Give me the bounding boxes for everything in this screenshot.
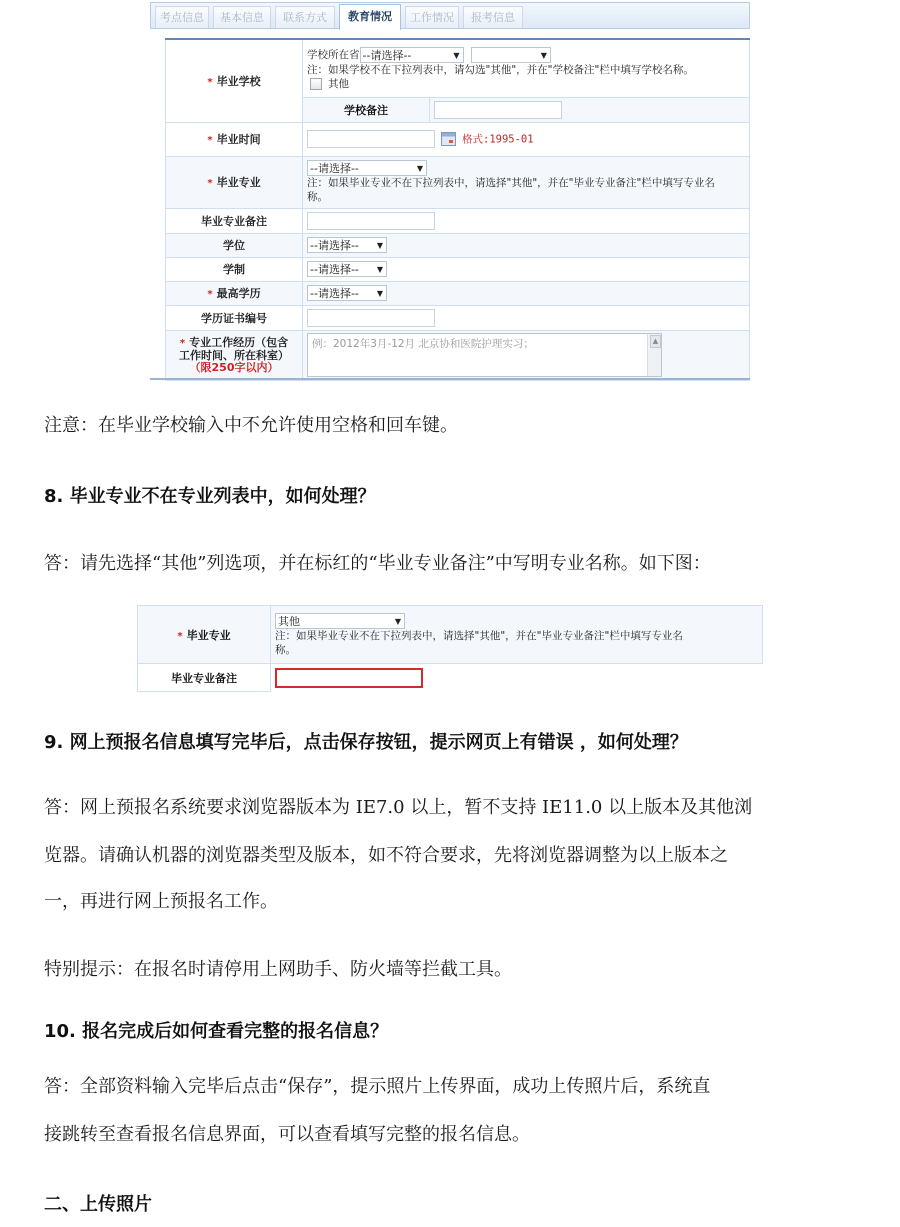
required-mark: *: [207, 76, 213, 88]
school-input-note: 注意：在毕业学校输入中不允许使用空格和回车键。: [44, 415, 458, 436]
major-note: 注：如果毕业专业不在下拉列表中，请选择"其他"，并在"毕业专业备注"栏中填写专业名: [275, 629, 683, 642]
screenshot-edge: [150, 378, 750, 383]
question-10-answer-line2: 接跳转至查看报名信息界面，可以查看填写完整的报名信息。: [44, 1124, 530, 1145]
required-mark: *: [177, 630, 183, 642]
education-form-screenshot: [150, 0, 750, 381]
calendar-icon[interactable]: [441, 132, 456, 146]
grad-time-input[interactable]: [307, 130, 435, 148]
work-exp-textarea[interactable]: [307, 333, 662, 377]
grad-time-label-cell: [166, 122, 303, 156]
highest-edu-cell: [303, 281, 750, 305]
question-8-answer: 答：请先选择“其他”列选项，并在标红的“毕业专业备注”中写明专业名称。如下图：: [44, 553, 711, 574]
major-select-value: --请选择--: [310, 162, 359, 175]
province-select-value: --请选择--: [362, 49, 412, 63]
major-select[interactable]: [307, 160, 427, 176]
required-mark: *: [207, 178, 213, 189]
question-8-title: 8. 毕业专业不在专业列表中，如何处理？: [44, 486, 376, 507]
major-remark-cell: [271, 664, 763, 692]
highest-edu-select[interactable]: [307, 285, 387, 301]
major-cell: [271, 606, 763, 664]
chevron-down-icon: ▼: [394, 616, 401, 626]
cert-no-cell: [303, 305, 750, 330]
chevron-down-icon: ▼: [540, 51, 547, 61]
required-mark: *: [207, 135, 213, 146]
education-form-table: [165, 38, 750, 381]
question-9-answer-line2: 览器。请确认机器的浏览器类型及版本，如不符合要求，先将浏览器调整为以上版本之: [44, 845, 728, 866]
major-select[interactable]: [275, 613, 405, 629]
highest-edu-label-cell: [166, 281, 303, 305]
other-checkbox-label: 其他: [328, 78, 349, 91]
school-note: 注：如果学校不在下拉列表中，请勾选"其他"，并在"学校备注"栏中填写学校名称。: [307, 64, 694, 77]
major-remark-input[interactable]: [307, 212, 435, 230]
tab-work[interactable]: 工作情况: [405, 6, 459, 28]
school-label-cell: [166, 39, 303, 122]
schooling-cell: [303, 257, 750, 281]
question-9-title: 9. 网上预报名信息填写完毕后，点击保存按钮，提示网页上有错误 ，如何处理？: [44, 732, 688, 753]
major-note-cont: 称。: [307, 191, 328, 203]
chevron-down-icon: ▼: [376, 289, 383, 298]
major-form-table: [137, 605, 763, 692]
major-label-cell: [138, 606, 271, 664]
scrollbar[interactable]: [647, 334, 661, 376]
tab-application[interactable]: 报考信息: [463, 6, 523, 28]
chevron-down-icon: ▼: [453, 51, 460, 61]
major-cell: [303, 156, 750, 208]
work-exp-label-cont: 工作时间、所在科室）: [179, 348, 289, 362]
degree-label: 学位: [166, 233, 303, 257]
major-label-cell: [166, 156, 303, 208]
school-label: 毕业学校: [216, 74, 261, 88]
format-hint: 格式:1995-01: [462, 133, 534, 146]
school-select[interactable]: [471, 47, 551, 63]
major-remark-input-highlighted[interactable]: [275, 668, 423, 688]
major-note-cont: 称。: [275, 643, 296, 656]
tab-education[interactable]: 教育情况: [339, 4, 401, 30]
major-label: 毕业专业: [216, 176, 261, 189]
work-exp-limit: （限250字以内）: [189, 360, 279, 374]
province-label: 学校所在省: [307, 49, 360, 62]
schooling-label: 学制: [166, 257, 303, 281]
highest-edu-label: 最高学历: [216, 287, 261, 300]
highest-edu-select-value: --请选择--: [310, 287, 359, 300]
question-9-answer-line3: 一，再进行网上预报名工作。: [44, 891, 278, 912]
tab-contact[interactable]: 联系方式: [275, 6, 335, 28]
question-10-title: 10. 报名完成后如何查看完整的报名信息？: [44, 1021, 389, 1042]
province-select[interactable]: [360, 47, 464, 63]
chevron-down-icon: ▼: [376, 241, 383, 250]
other-checkbox[interactable]: [310, 78, 322, 90]
school-remark-cell: [430, 97, 750, 122]
major-note: 注：如果毕业专业不在下拉列表中，请选择"其他"，并在"毕业专业备注"栏中填写专业名: [307, 177, 715, 189]
special-tip: 特别提示：在报名时请停用上网助手、防火墙等拦截工具。: [44, 959, 512, 980]
work-exp-label-cell: [166, 330, 303, 380]
required-mark: *: [207, 289, 213, 300]
major-other-screenshot: [137, 605, 763, 693]
degree-select[interactable]: [307, 237, 387, 253]
chevron-down-icon: ▼: [416, 164, 423, 173]
required-mark: *: [179, 337, 186, 349]
major-remark-label: 毕业专业备注: [166, 208, 303, 233]
major-label: 毕业专业: [186, 628, 231, 642]
work-exp-placeholder: 例：2012年3月-12月 北京协和医院护理实习；: [312, 337, 534, 350]
grad-time-cell: [303, 122, 750, 156]
schooling-select[interactable]: [307, 261, 387, 277]
question-9-answer-line1: 答：网上预报名系统要求浏览器版本为 IE7.0 以上，暂不支持 IE11.0 以上版本及其他浏: [44, 797, 753, 818]
cert-no-label: 学历证书编号: [166, 305, 303, 330]
section-2-title: 二、上传照片: [44, 1194, 152, 1215]
degree-cell: [303, 233, 750, 257]
cert-no-input[interactable]: [307, 309, 435, 327]
degree-select-value: --请选择--: [310, 239, 359, 252]
school-remark-label: 学校备注: [303, 97, 430, 122]
schooling-select-value: --请选择--: [310, 263, 359, 276]
major-remark-label: 毕业专业备注: [138, 664, 271, 692]
school-field-cell: [303, 39, 750, 97]
major-remark-cell: [303, 208, 750, 233]
grad-time-label: 毕业时间: [216, 133, 261, 146]
tab-exam-site[interactable]: 考点信息: [155, 6, 209, 28]
chevron-down-icon: ▼: [376, 265, 383, 274]
question-10-answer-line1: 答：全部资料输入完毕后点击“保存”，提示照片上传界面，成功上传照片后，系统直: [44, 1076, 711, 1097]
tab-basic-info[interactable]: 基本信息: [213, 6, 271, 28]
school-remark-input[interactable]: [434, 101, 562, 119]
tab-bar: [150, 2, 750, 29]
work-exp-label: 专业工作经历（包含: [189, 335, 289, 349]
major-select-value: 其他: [278, 614, 300, 628]
work-exp-cell: [303, 330, 750, 380]
